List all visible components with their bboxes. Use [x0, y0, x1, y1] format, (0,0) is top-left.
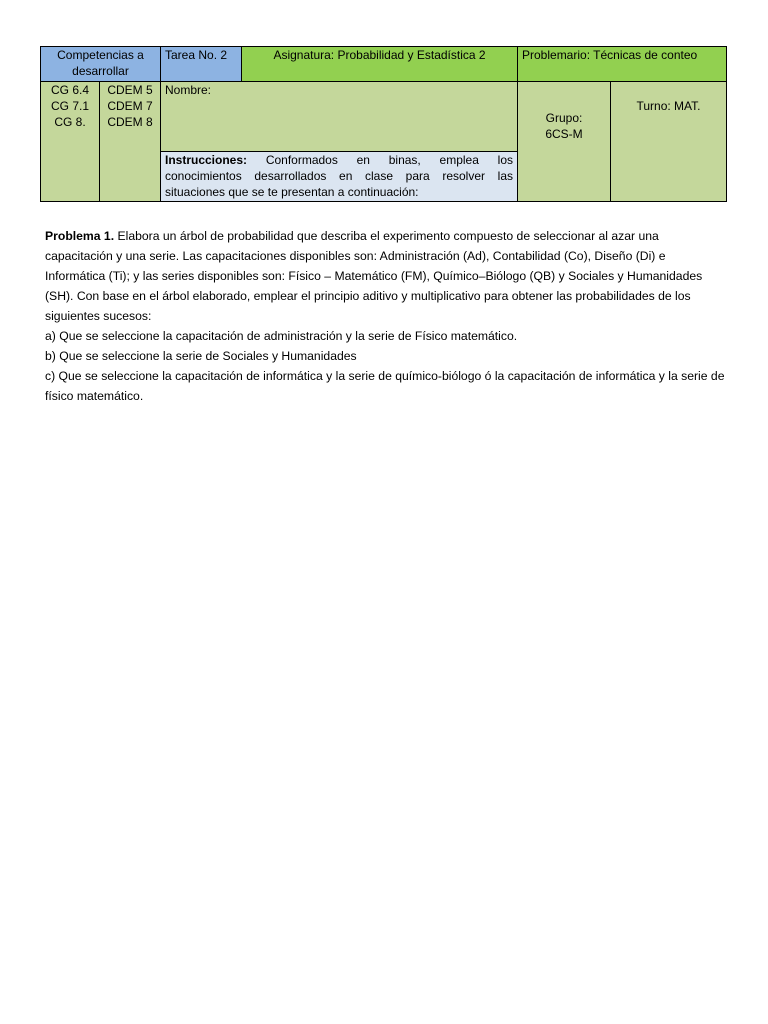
- grupo-label: Grupo:: [545, 110, 583, 125]
- turno-label: Turno: MAT.: [636, 99, 701, 113]
- problem-intro-text: Elabora un árbol de probabilidad que describa el experimento compuesto de seleccionar al azar una capacitación y una serie. Las capacitaciones disponibles son: Administración (Ad), Contabilidad (Co), Diseño (Di) e Informática (Ti); y las series disponibles son: Físico – Matemático (FM), Químico–Biólogo (QB) y Sociales y Humanidades (SH). Con base en el árbol elaborado, emplear el principio aditivo y multiplicativo para obtener las probabilidades de los siguientes sucesos:: [45, 229, 703, 323]
- turno-cell: [611, 82, 727, 202]
- cg-item: CG 7.1: [50, 99, 89, 113]
- cdem-item: CDEM 8: [107, 115, 153, 129]
- cg-item: CG 6.4: [50, 83, 89, 97]
- grupo-value: 6CS-M: [545, 126, 583, 141]
- nombre-label: Nombre:: [165, 83, 212, 97]
- problemario-cell: [518, 47, 727, 82]
- cdem-item: CDEM 7: [107, 99, 153, 113]
- cg-item: CG 8.: [54, 115, 86, 129]
- problem-title: Problema 1.: [45, 229, 115, 243]
- instrucciones-cell: [161, 152, 518, 202]
- problem-item-c: c) Que se seleccione la capacitación de informática y la serie de químico-biólogo ó la capacitación de informática y la serie de físico matemático.: [45, 369, 725, 403]
- competencias-label: Competencias a desarrollar: [57, 48, 144, 78]
- competencias-cell: [41, 47, 161, 82]
- nombre-field[interactable]: [161, 82, 518, 152]
- tarea-label: Tarea No. 2: [165, 48, 228, 62]
- header-table: [40, 46, 727, 202]
- tarea-cell: [161, 47, 242, 82]
- problem-block: [45, 226, 725, 406]
- cdem-item: CDEM 5: [107, 83, 153, 97]
- cdem-cell: [100, 82, 161, 202]
- asignatura-label: Asignatura: Probabilidad y Estadística 2: [273, 48, 486, 62]
- instrucciones-text: Conformados en binas, emplea los conocimientos desarrollados en clase para resolver las situaciones que se te presentan a continuación:: [165, 153, 513, 199]
- problem-item-a: a) Que se seleccione la capacitación de administración y la serie de Físico matemático.: [45, 329, 518, 343]
- asignatura-cell: [242, 47, 518, 82]
- problem-intro: [45, 226, 725, 326]
- instrucciones-label: Instrucciones:: [165, 153, 248, 167]
- cg-cell: [41, 82, 100, 202]
- problemario-label: Problemario: Técnicas de conteo: [522, 48, 698, 62]
- problem-item-b: b) Que se seleccione la serie de Sociales y Humanidades: [45, 349, 357, 363]
- grupo-cell: [518, 82, 611, 202]
